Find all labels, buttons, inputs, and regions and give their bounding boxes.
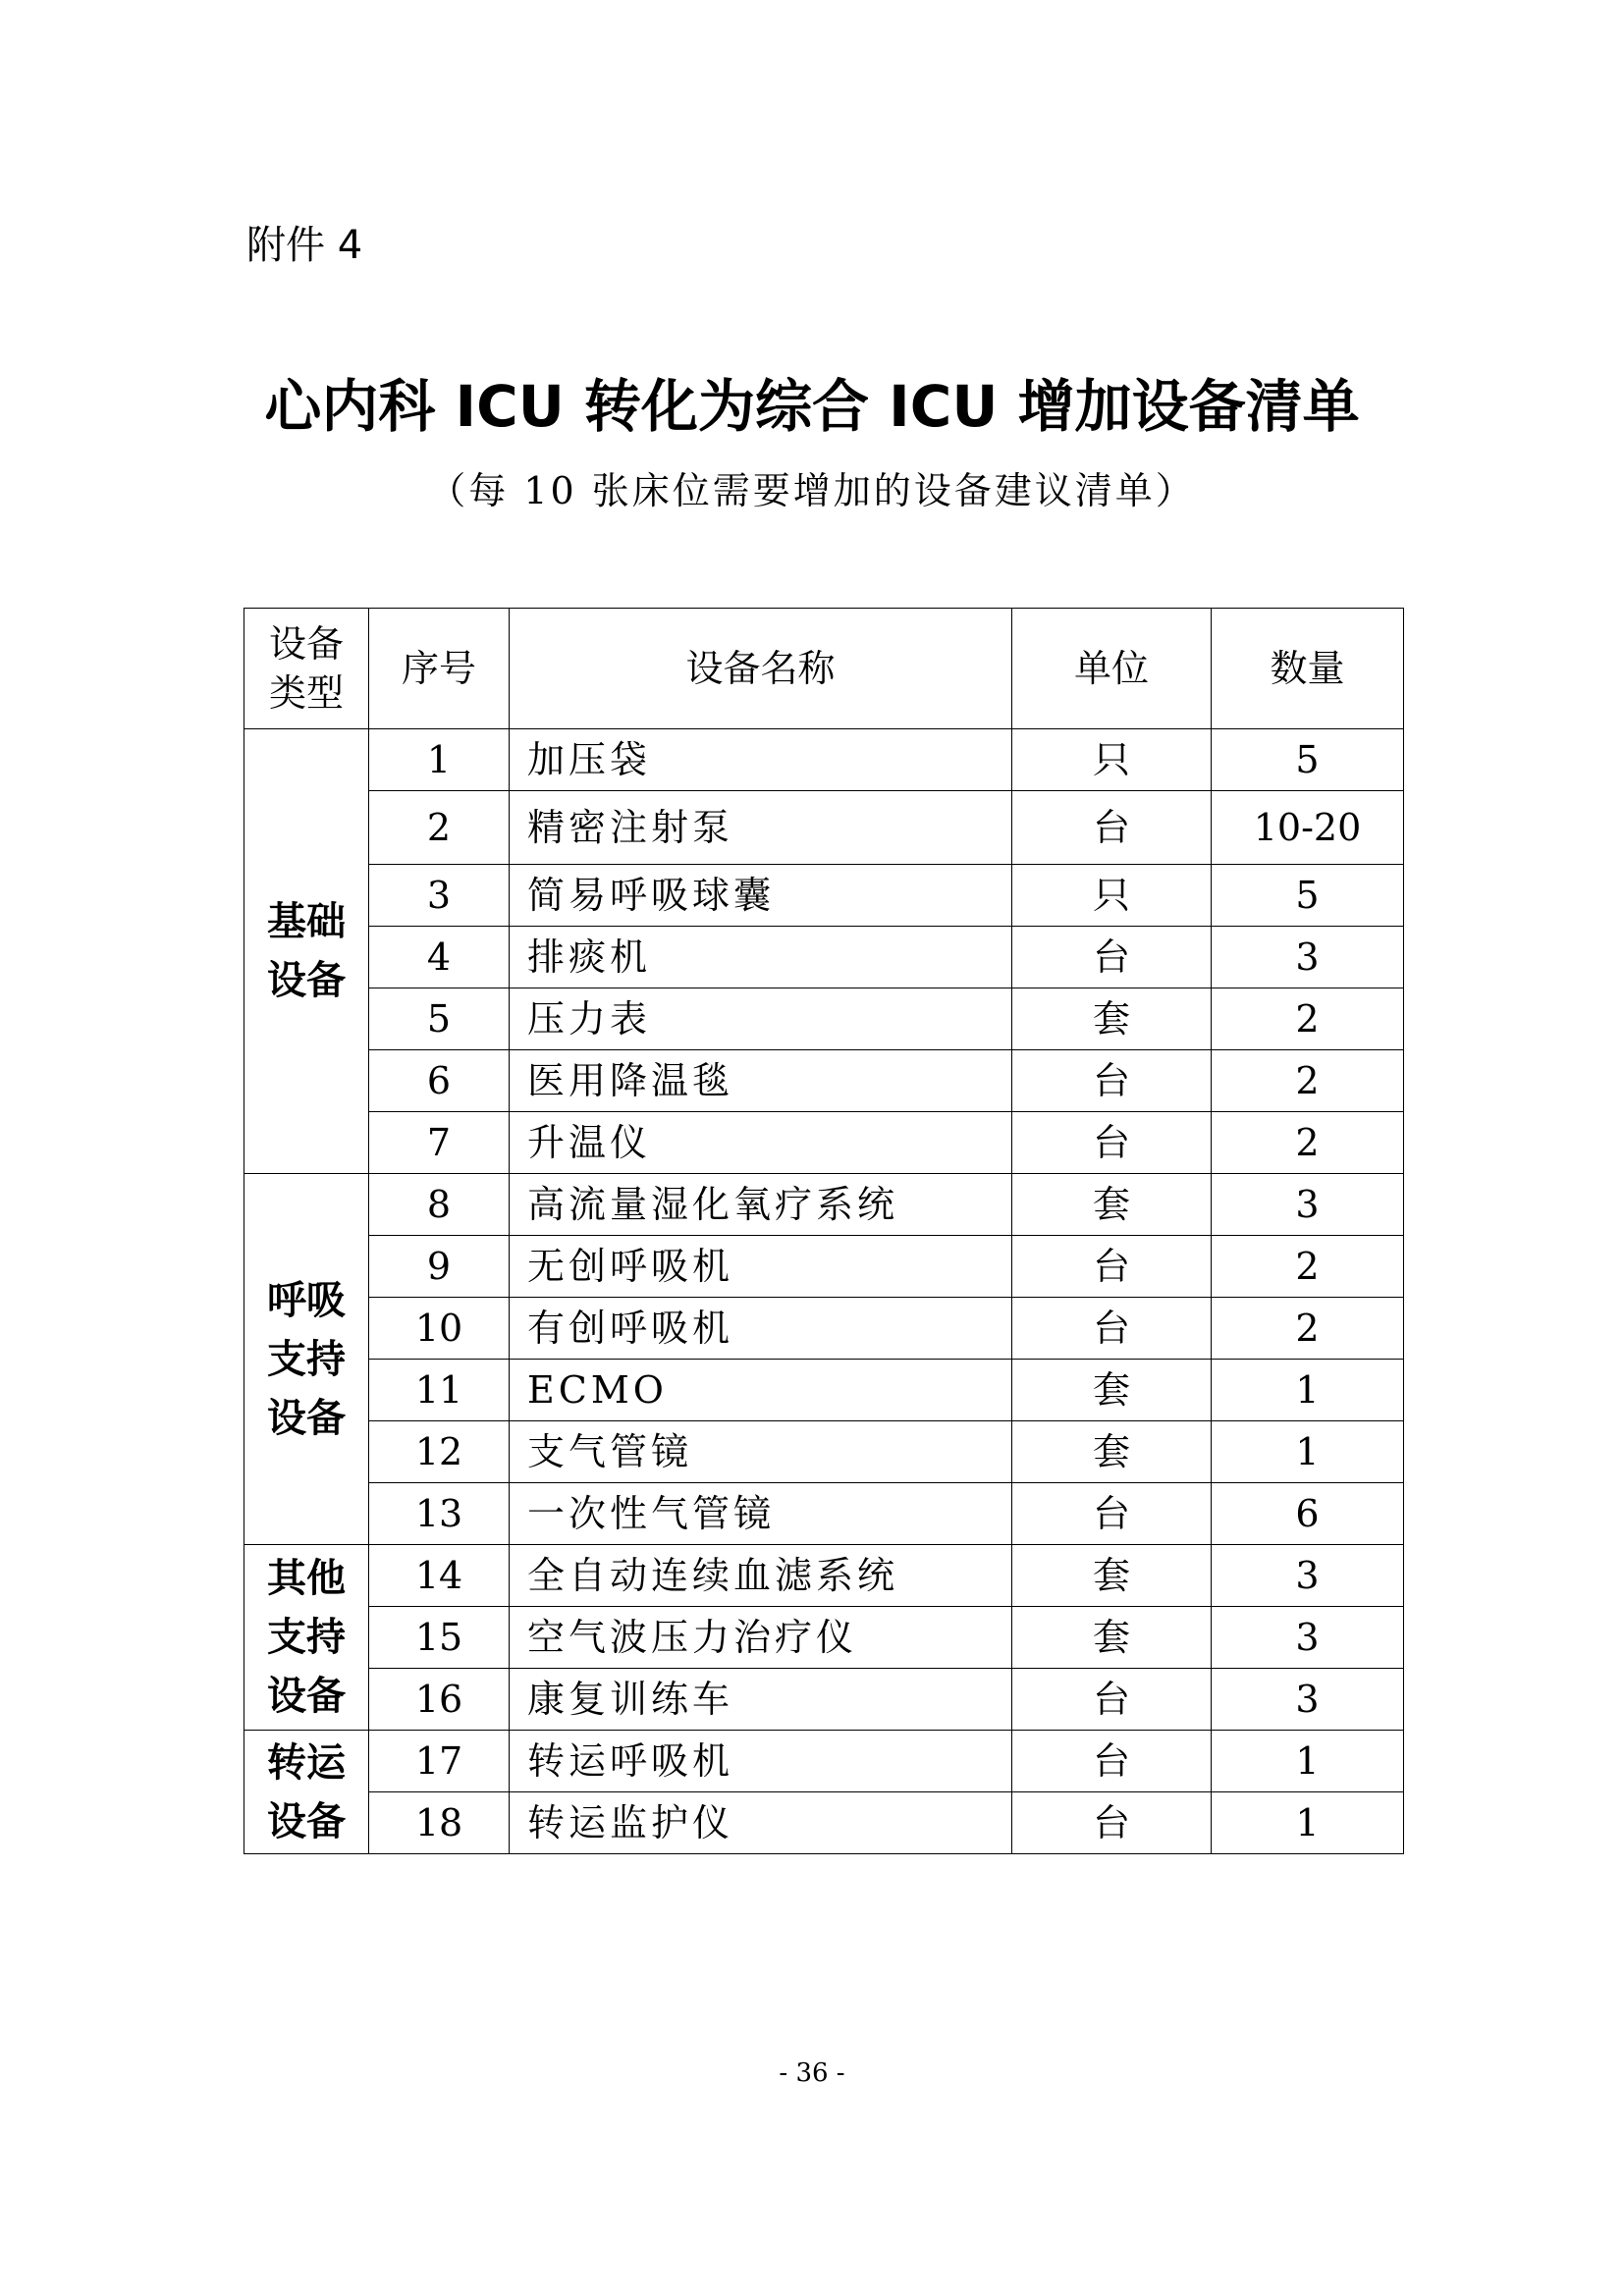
category-cell — [244, 1731, 369, 1854]
seq-cell: 6 — [369, 1050, 510, 1112]
unit-cell: 只 — [1012, 729, 1212, 791]
qty-cell: 2 — [1212, 1236, 1404, 1298]
document-title: 心内科 ICU 转化为综合 ICU 增加设备清单 — [264, 373, 1360, 440]
qty-cell: 5 — [1212, 729, 1404, 791]
category-label: 其他支持设备 — [267, 1556, 346, 1719]
header-name: 设备名称 — [510, 609, 1012, 729]
qty-cell: 3 — [1212, 1545, 1404, 1607]
seq-cell: 4 — [369, 927, 510, 988]
name-cell: 康复训练车 — [510, 1669, 1012, 1731]
unit-cell: 套 — [1012, 1421, 1212, 1483]
name-cell: 全自动连续血滤系统 — [510, 1545, 1012, 1607]
seq-cell: 5 — [369, 988, 510, 1050]
category-label: 转运设备 — [267, 1739, 346, 1844]
unit-cell: 台 — [1012, 1731, 1212, 1792]
unit-cell: 套 — [1012, 988, 1212, 1050]
seq-cell: 13 — [369, 1483, 510, 1545]
name-cell: ECMO — [510, 1360, 1012, 1421]
qty-cell: 10-20 — [1212, 791, 1404, 865]
table-row — [244, 1669, 1404, 1731]
unit-cell: 只 — [1012, 865, 1212, 927]
table-row — [244, 1731, 1404, 1792]
seq-cell: 15 — [369, 1607, 510, 1669]
category-label: 呼吸支持设备 — [267, 1277, 346, 1441]
seq-cell: 10 — [369, 1298, 510, 1360]
qty-cell: 3 — [1212, 927, 1404, 988]
seq-cell: 1 — [369, 729, 510, 791]
name-cell: 无创呼吸机 — [510, 1236, 1012, 1298]
name-cell: 简易呼吸球囊 — [510, 865, 1012, 927]
seq-cell: 8 — [369, 1174, 510, 1236]
qty-cell: 3 — [1212, 1669, 1404, 1731]
table-row — [244, 729, 1404, 791]
qty-cell: 1 — [1212, 1792, 1404, 1854]
unit-cell: 台 — [1012, 1483, 1212, 1545]
table-row — [244, 1174, 1404, 1236]
qty-cell: 2 — [1212, 988, 1404, 1050]
seq-cell: 18 — [369, 1792, 510, 1854]
unit-cell: 台 — [1012, 1298, 1212, 1360]
name-cell: 空气波压力治疗仪 — [510, 1607, 1012, 1669]
name-cell: 转运呼吸机 — [510, 1731, 1012, 1792]
table-row — [244, 988, 1404, 1050]
qty-cell: 2 — [1212, 1050, 1404, 1112]
seq-cell: 17 — [369, 1731, 510, 1792]
qty-cell: 1 — [1212, 1731, 1404, 1792]
name-cell: 高流量湿化氧疗系统 — [510, 1174, 1012, 1236]
name-cell: 有创呼吸机 — [510, 1298, 1012, 1360]
table-header-row — [244, 609, 1404, 729]
name-cell: 一次性气管镜 — [510, 1483, 1012, 1545]
seq-cell: 7 — [369, 1112, 510, 1174]
name-cell: 支气管镜 — [510, 1421, 1012, 1483]
header-unit: 单位 — [1012, 609, 1212, 729]
table-row — [244, 1360, 1404, 1421]
table-row — [244, 1421, 1404, 1483]
seq-cell: 3 — [369, 865, 510, 927]
seq-cell: 9 — [369, 1236, 510, 1298]
unit-cell: 台 — [1012, 1236, 1212, 1298]
seq-cell: 11 — [369, 1360, 510, 1421]
name-cell: 医用降温毯 — [510, 1050, 1012, 1112]
name-cell: 精密注射泵 — [510, 791, 1012, 865]
qty-cell: 3 — [1212, 1607, 1404, 1669]
unit-cell: 台 — [1012, 791, 1212, 865]
name-cell: 加压袋 — [510, 729, 1012, 791]
header-category-label: 设备类型 — [268, 622, 344, 715]
category-cell — [244, 1174, 369, 1545]
unit-cell: 套 — [1012, 1174, 1212, 1236]
equipment-table — [244, 608, 1404, 1854]
document-subtitle: （每 10 张床位需要增加的设备建议清单） — [428, 469, 1196, 512]
table-row — [244, 1607, 1404, 1669]
name-cell: 转运监护仪 — [510, 1792, 1012, 1854]
attachment-label: 附件 4 — [246, 223, 363, 268]
category-cell — [244, 729, 369, 1174]
seq-cell: 14 — [369, 1545, 510, 1607]
seq-cell: 16 — [369, 1669, 510, 1731]
qty-cell: 2 — [1212, 1298, 1404, 1360]
table-row — [244, 1545, 1404, 1607]
unit-cell: 台 — [1012, 1050, 1212, 1112]
header-category — [244, 609, 369, 729]
header-qty: 数量 — [1212, 609, 1404, 729]
qty-cell: 3 — [1212, 1174, 1404, 1236]
table-row — [244, 791, 1404, 865]
seq-cell: 2 — [369, 791, 510, 865]
qty-cell: 6 — [1212, 1483, 1404, 1545]
table-row — [244, 1050, 1404, 1112]
table-row — [244, 865, 1404, 927]
qty-cell: 5 — [1212, 865, 1404, 927]
unit-cell: 台 — [1012, 1669, 1212, 1731]
unit-cell: 台 — [1012, 1792, 1212, 1854]
unit-cell: 套 — [1012, 1545, 1212, 1607]
unit-cell: 台 — [1012, 927, 1212, 988]
qty-cell: 1 — [1212, 1421, 1404, 1483]
seq-cell: 12 — [369, 1421, 510, 1483]
qty-cell: 2 — [1212, 1112, 1404, 1174]
table-row — [244, 1236, 1404, 1298]
unit-cell: 套 — [1012, 1607, 1212, 1669]
table-row — [244, 1483, 1404, 1545]
page-number: - 36 - — [779, 2058, 845, 2088]
table-row — [244, 1298, 1404, 1360]
category-cell — [244, 1545, 369, 1731]
table-row — [244, 1792, 1404, 1854]
name-cell: 排痰机 — [510, 927, 1012, 988]
table-row — [244, 1112, 1404, 1174]
qty-cell: 1 — [1212, 1360, 1404, 1421]
unit-cell: 台 — [1012, 1112, 1212, 1174]
name-cell: 压力表 — [510, 988, 1012, 1050]
category-label: 基础设备 — [267, 899, 346, 1003]
unit-cell: 套 — [1012, 1360, 1212, 1421]
name-cell: 升温仪 — [510, 1112, 1012, 1174]
header-seq: 序号 — [369, 609, 510, 729]
table-row — [244, 927, 1404, 988]
